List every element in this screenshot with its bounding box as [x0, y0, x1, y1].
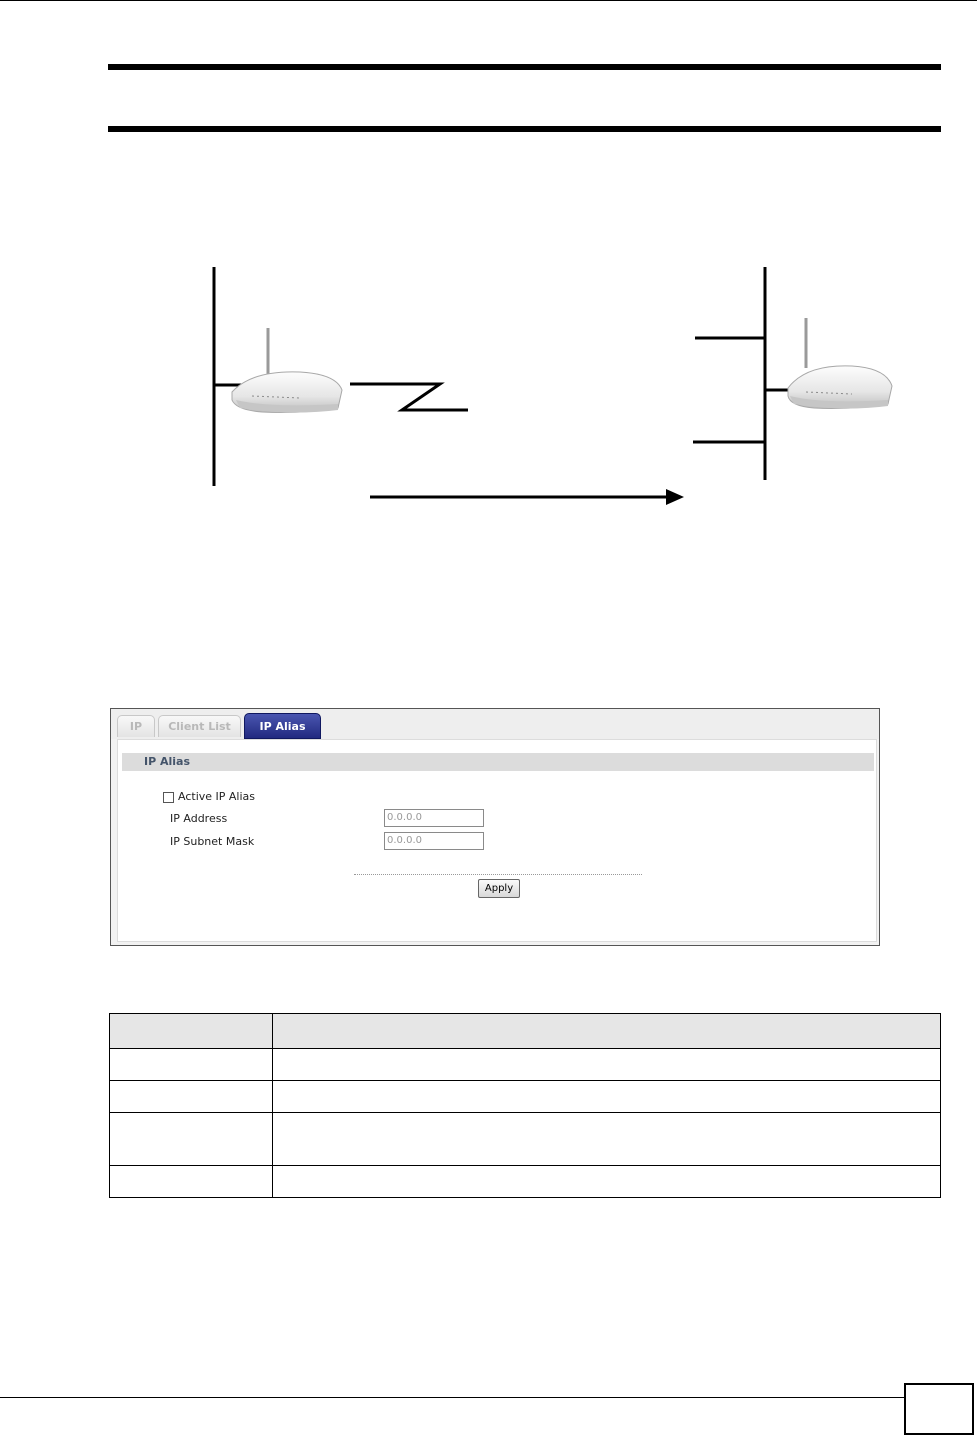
table-cell [273, 1166, 941, 1198]
field-description-table [109, 1013, 941, 1198]
table-cell [110, 1049, 273, 1081]
dotted-divider [354, 874, 642, 875]
apply-button[interactable]: Apply [478, 879, 520, 898]
table-row [110, 1081, 941, 1113]
table-row [110, 1113, 941, 1166]
table-row [110, 1166, 941, 1198]
page-number-box [904, 1383, 974, 1435]
table-header-row [110, 1014, 941, 1049]
active-ip-alias-label: Active IP Alias [178, 790, 256, 803]
table-cell [110, 1113, 273, 1166]
table-cell [273, 1049, 941, 1081]
section-header [122, 753, 874, 771]
ip-address-label: IP Address [170, 812, 228, 825]
tab-client-list[interactable]: Client List [158, 715, 241, 737]
tab-bar [111, 709, 879, 739]
page-bottom-rule [0, 1397, 905, 1398]
ip-alias-screen [110, 708, 880, 946]
ip-subnet-mask-field[interactable]: 0.0.0.0 [384, 832, 484, 850]
ip-address-field[interactable]: 0.0.0.0 [384, 809, 484, 827]
wan-zigzag-line [350, 384, 468, 410]
table-header-cell [110, 1014, 273, 1049]
table-cell [273, 1113, 941, 1166]
router-icon-left [232, 328, 342, 413]
router-icon-right [788, 318, 892, 409]
heading-rule-bottom [108, 126, 941, 132]
table-cell [273, 1081, 941, 1113]
table-header-cell [273, 1014, 941, 1049]
tab-ip-alias[interactable]: IP Alias [244, 713, 321, 739]
section-title: IP Alias [144, 755, 191, 768]
ip-alias-form [117, 739, 877, 942]
page-top-rule [0, 0, 977, 1]
ip-alias-network-diagram [0, 240, 977, 520]
direction-arrow-head [666, 489, 684, 505]
active-ip-alias-checkbox[interactable] [163, 792, 174, 803]
heading-rule-top [108, 64, 941, 70]
table-cell [110, 1081, 273, 1113]
table-row [110, 1049, 941, 1081]
ip-subnet-mask-label: IP Subnet Mask [170, 835, 255, 848]
tab-ip[interactable]: IP [117, 715, 155, 737]
table-cell [110, 1166, 273, 1198]
